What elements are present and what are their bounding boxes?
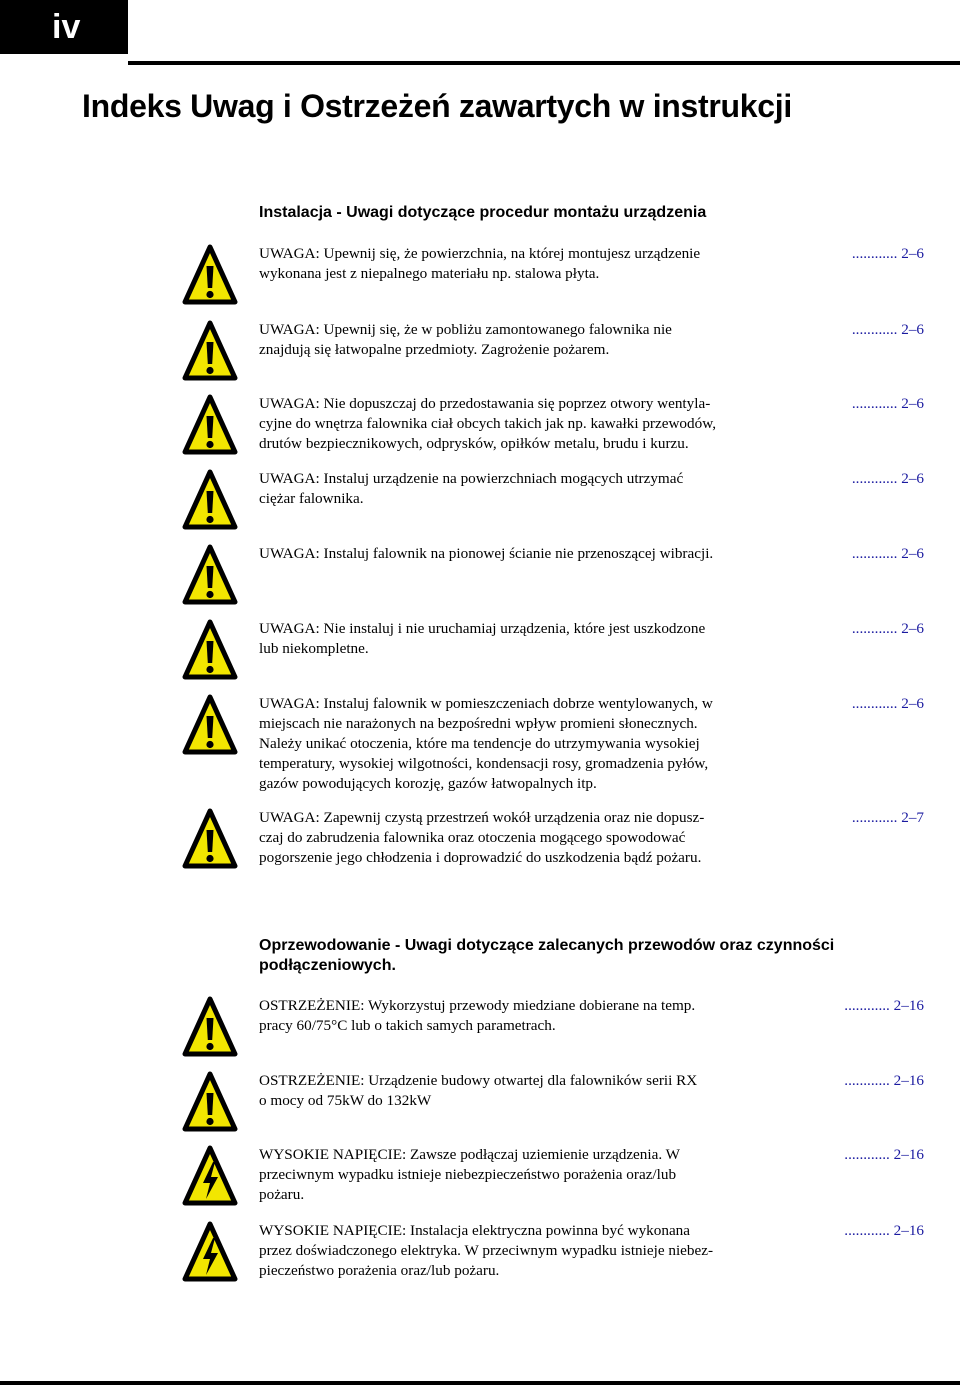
warning-icon <box>182 808 238 870</box>
entry-text: UWAGA: Instaluj falownik na pionowej ścianie nie przenoszącej wibracji. <box>259 545 714 562</box>
page-reference: ............ 2–6 <box>851 395 924 412</box>
entry-text: WYSOKIE NAPIĘCIE: Zawsze podłączaj uziemienie urządzenia. W przeciwnym wypadku istnieje niebezpieczeństwo porażenia oraz/lub pożaru. <box>259 1146 681 1203</box>
warning-icon <box>182 244 238 306</box>
page-reference: ............ 2–16 <box>844 997 924 1014</box>
page-reference: ............ 2–16 <box>844 1146 924 1163</box>
page-reference: ............ 2–6 <box>851 245 924 262</box>
warning-icon <box>182 469 238 531</box>
page-reference: ............ 2–16 <box>844 1222 924 1239</box>
entry-text: UWAGA: Zapewnij czystą przestrzeń wokół urządzenia oraz nie dopusz- czaj do zabrudzenia falownika oraz otoczenia mogącego spowodować pogorszenie jego chłodzenia i doprowadzić do uszkodzenia bądź pożaru. <box>259 809 705 866</box>
page-reference: ............ 2–6 <box>851 470 924 487</box>
page-reference: ............ 2–7 <box>851 809 924 826</box>
entry-text: UWAGA: Instaluj falownik w pomieszczeniach dobrze wentylowanych, w miejscach nie narażonych na bezpośredni wpływ promieni słonecznych. Należy unikać otoczenia, które ma tendencje do utrzymywania wysokiej temperatury, wysokiej wilgotności, kondensacji rosy, gromadzenia pyłów, gazów powodujących korozję, gazów łatwopalnych itp. <box>259 695 713 792</box>
warning-icon <box>182 694 238 756</box>
section-heading-installation: Instalacja - Uwagi dotyczące procedur montażu urządzenia <box>259 204 707 221</box>
warning-icon <box>182 320 238 382</box>
footer-rule <box>0 1381 960 1385</box>
entry-text: WYSOKIE NAPIĘCIE: Instalacja elektryczna powinna być wykonana przez doświadczonego elektryka. W przeciwnym wypadku istnieje niebez- pieczeństwo porażenia oraz/lub pożaru. <box>259 1222 714 1279</box>
entry-text: UWAGA: Instaluj urządzenie na powierzchniach mogących utrzymać ciężar falownika. <box>259 470 684 507</box>
warning-icon <box>182 996 238 1058</box>
entry-text: UWAGA: Upewnij się, że powierzchnia, na której montujesz urządzenie wykonana jest z niepalnego materiału np. stalowa płyta. <box>259 245 701 282</box>
entry-text: UWAGA: Nie instaluj i nie uruchamiaj urządzenia, które jest uszkodzone lub niekompletne. <box>259 620 706 657</box>
warning-icon <box>182 394 238 456</box>
entry-text: OSTRZEŻENIE: Urządzenie budowy otwartej dla falowników serii RX o mocy od 75kW do 132kW <box>259 1072 698 1109</box>
entry-text: OSTRZEŻENIE: Wykorzystuj przewody miedziane dobierane na temp. pracy 60/75°C lub o takich samych parametrach. <box>259 997 696 1034</box>
page-reference: ............ 2–6 <box>851 321 924 338</box>
page-reference: ............ 2–6 <box>851 620 924 637</box>
page-number-tab: iv <box>0 0 128 54</box>
high-voltage-icon <box>182 1145 238 1207</box>
entry-text: UWAGA: Upewnij się, że w pobliżu zamontowanego falownika nie znajdują się łatwopalne przedmioty. Zagrożenie pożarem. <box>259 321 672 358</box>
page-reference: ............ 2–16 <box>844 1072 924 1089</box>
warning-icon <box>182 619 238 681</box>
page-reference: ............ 2–6 <box>851 695 924 712</box>
page-title: Indeks Uwag i Ostrzeżeń zawartych w instrukcji <box>82 88 792 124</box>
high-voltage-icon <box>182 1221 238 1283</box>
header-rule <box>128 61 960 65</box>
entry-text: UWAGA: Nie dopuszczaj do przedostawania się poprzez otwory wentyla- cyjne do wnętrza falownika ciał obcych takich jak np. kawałki przewodów, drutów bezpiecznikowych, odprysków, opiłków metalu, brudu i kurzu. <box>259 395 716 452</box>
page-reference: ............ 2–6 <box>851 545 924 562</box>
warning-icon <box>182 1071 238 1133</box>
section-heading-wiring: Oprzewodowanie - Uwagi dotyczące zalecanych przewodów oraz czynności podłączeniowych. <box>259 937 835 974</box>
warning-icon <box>182 544 238 606</box>
